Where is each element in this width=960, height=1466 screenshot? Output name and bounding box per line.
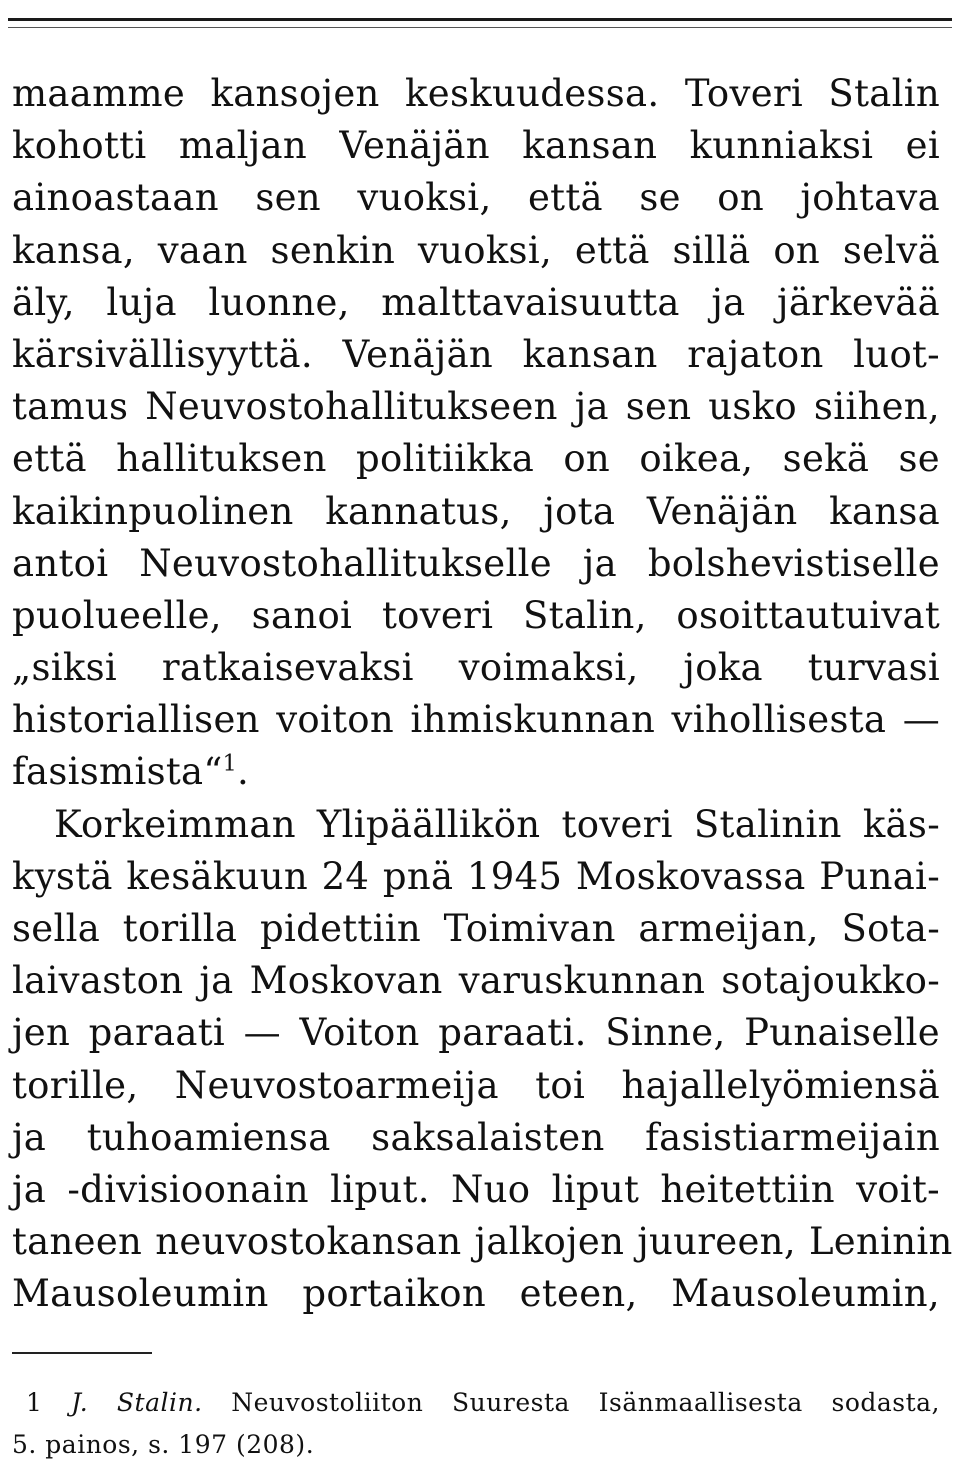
footnote-reference: 1	[222, 751, 238, 778]
text-line: että hallituksen politiikka on oikea, sekä se	[12, 437, 940, 481]
text-line: kohotti maljan Venäjän kansan kunniaksi ei	[12, 124, 940, 168]
text-line: laivaston ja Moskovan varuskunnan sotajoukko-	[12, 959, 940, 1003]
text-line: jen paraati — Voiton paraati. Sinne, Punaiselle	[12, 1011, 940, 1055]
text-line: kaikinpuolinen kannatus, jota Venäjän kansa	[12, 489, 940, 533]
footnote-number: 1	[26, 1388, 43, 1417]
text-line: kärsivällisyyttä. Venäjän kansan rajaton luot-	[12, 332, 940, 376]
footnote	[12, 1382, 940, 1466]
text-line-indented: Korkeimman Ylipäällikön toveri Stalinin käs-	[54, 802, 940, 846]
text-line: „siksi ratkaisevaksi voimaksi, joka turvasi	[12, 646, 940, 690]
text-line-paragraph-end	[12, 746, 940, 798]
text-line: taneen neuvostokansan jalkojen juureen, Leninin	[12, 1220, 953, 1264]
text-line: ja -divisioonain liput. Nuo liput heitettiin voit-	[12, 1167, 940, 1211]
paragraph-end-text: fasismista“	[12, 750, 223, 794]
text-line: antoi Neuvostohallitukselle ja bolshevistiselle	[12, 541, 940, 585]
text-line: kansa, vaan senkin vuoksi, että sillä on selvä	[12, 228, 940, 272]
header-rule-thin	[8, 27, 952, 28]
body-text	[12, 68, 953, 1321]
header-rule	[8, 18, 952, 21]
footnote-rule	[12, 1352, 152, 1354]
text-line: puolueelle, sanoi toveri Stalin, osoittautuivat	[12, 593, 940, 637]
text-line: ja tuhoamiensa saksalaisten fasistiarmeijain	[12, 1115, 940, 1159]
text-line: ainoastaan sen vuoksi, että se on johtava	[12, 176, 940, 220]
text-line: maamme kansojen keskuudessa. Toveri Stalin	[12, 72, 940, 115]
text-line: kystä kesäkuun 24 pnä 1945 Moskovassa Punai-	[12, 854, 940, 898]
text-line: Mausoleumin portaikon eteen, Mausoleumin,	[12, 1272, 940, 1316]
text-line: äly, luja luonne, malttavaisuutta ja järkevää	[12, 280, 940, 324]
footnote-line	[12, 1382, 940, 1424]
footnote-author: J. Stalin.	[71, 1388, 203, 1417]
text-line: historiallisen voiton ihmiskunnan vihollisesta —	[12, 698, 940, 742]
footnote-edition: 5. painos, s. 197 (208).	[12, 1430, 315, 1459]
footnote-title: Neuvostoliiton Suuresta Isänmaallisesta sodasta,	[231, 1388, 941, 1417]
paragraph-end-period: .	[237, 750, 250, 794]
text-line: tamus Neuvostohallitukseen ja sen usko siihen,	[12, 385, 940, 429]
text-line: sella torilla pidettiin Toimivan armeijan, Sota-	[12, 907, 940, 950]
text-line: torille, Neuvostoarmeija toi hajallelyömiensä	[12, 1063, 940, 1107]
